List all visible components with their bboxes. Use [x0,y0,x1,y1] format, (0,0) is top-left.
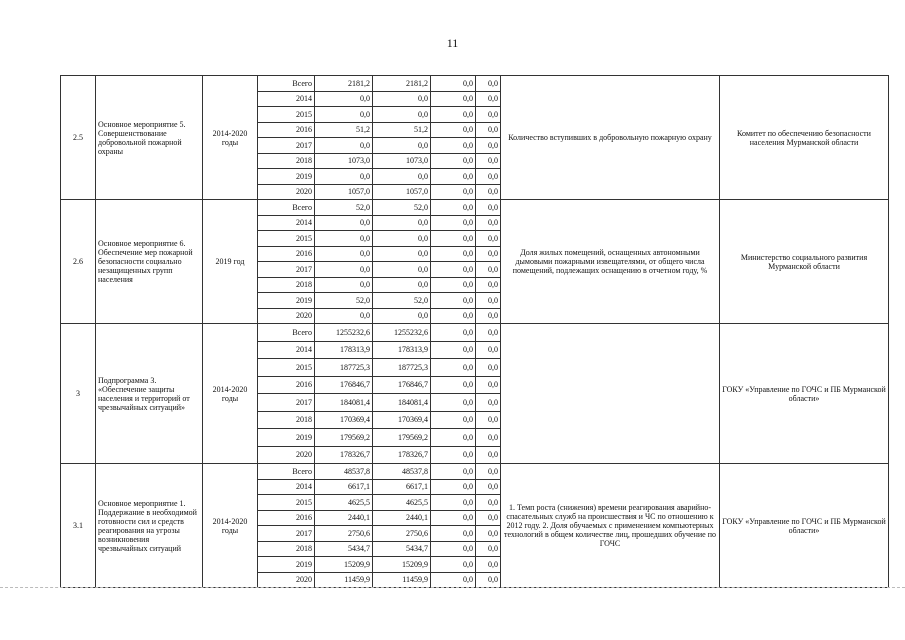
value-cell: 0,0 [431,572,476,588]
value-cell: 0,0 [476,215,501,231]
value-cell: 0,0 [431,231,476,247]
value-cell: 0,0 [476,376,501,394]
value-cell: 0,0 [431,76,476,92]
value-cell: 0,0 [476,557,501,573]
value-cell: 52,0 [315,200,373,216]
year-cell: 2016 [258,122,315,138]
value-cell: 0,0 [431,308,476,324]
value-cell: 0,0 [476,324,501,342]
value-cell: 0,0 [476,277,501,293]
value-cell: 0,0 [476,495,501,511]
item-period: 2014-2020 годы [203,324,258,464]
value-cell: 0,0 [476,246,501,262]
item-name: Подпрограмма 3. «Обеспечение защиты населения и территорий от чрезвычайных ситуаций» [96,324,203,464]
value-cell: 178326,7 [373,446,431,464]
value-cell: 2181,2 [373,76,431,92]
year-cell: 2018 [258,411,315,429]
year-cell: 2020 [258,308,315,324]
item-number: 2.5 [61,76,96,200]
year-cell: 2020 [258,446,315,464]
value-cell: 0,0 [373,308,431,324]
year-cell: 2019 [258,429,315,447]
value-cell: 1073,0 [315,153,373,169]
year-cell: 2017 [258,262,315,278]
value-cell: 0,0 [476,107,501,123]
value-cell: 0,0 [431,411,476,429]
year-cell: 2017 [258,394,315,412]
value-cell: 4625,5 [315,495,373,511]
value-cell: 0,0 [431,526,476,542]
value-cell: 0,0 [431,200,476,216]
item-name: Основное мероприятие 1. Поддержание в необходимой готовности сил и средств реагирования на угрозы возникновения чрезвычайных ситуаций [96,464,203,588]
value-cell: 0,0 [315,91,373,107]
year-cell: 2015 [258,107,315,123]
executor-cell: Комитет по обеспечению безопасности населения Мурманской области [720,76,889,200]
table-row [61,76,889,92]
value-cell: 0,0 [431,138,476,154]
value-cell: 0,0 [431,122,476,138]
year-cell: Всего [258,464,315,480]
value-cell: 0,0 [431,446,476,464]
value-cell: 0,0 [373,246,431,262]
year-cell: Всего [258,324,315,342]
page-number: 11 [446,36,459,50]
value-cell: 15209,9 [315,557,373,573]
scan-edge-line [0,587,905,588]
value-cell: 2440,1 [315,510,373,526]
year-cell: 2014 [258,91,315,107]
year-cell: 2018 [258,277,315,293]
value-cell: 0,0 [431,376,476,394]
value-cell: 0,0 [476,91,501,107]
value-cell: 52,0 [315,293,373,309]
year-cell: Всего [258,200,315,216]
table-row [61,464,889,480]
value-cell: 176846,7 [373,376,431,394]
value-cell: 0,0 [476,510,501,526]
value-cell: 1255232,6 [373,324,431,342]
value-cell: 0,0 [373,91,431,107]
value-cell: 48537,8 [373,464,431,480]
value-cell: 187725,3 [315,359,373,377]
value-cell: 6617,1 [315,479,373,495]
value-cell: 0,0 [315,231,373,247]
value-cell: 0,0 [476,293,501,309]
year-cell: 2019 [258,169,315,185]
value-cell: 0,0 [476,308,501,324]
year-cell: 2015 [258,359,315,377]
program-table-body [61,76,889,588]
value-cell: 52,0 [373,293,431,309]
table-row [61,200,889,216]
value-cell: 0,0 [315,308,373,324]
value-cell: 1255232,6 [315,324,373,342]
value-cell: 0,0 [431,557,476,573]
value-cell: 179569,2 [315,429,373,447]
value-cell: 176846,7 [315,376,373,394]
value-cell: 0,0 [431,429,476,447]
value-cell: 0,0 [431,169,476,185]
executor-cell: ГОКУ «Управление по ГОЧС и ПБ Мурманской области» [720,464,889,588]
value-cell: 0,0 [315,107,373,123]
value-cell: 0,0 [476,184,501,200]
value-cell: 0,0 [476,526,501,542]
value-cell: 178313,9 [373,341,431,359]
value-cell: 0,0 [476,541,501,557]
value-cell: 178326,7 [315,446,373,464]
year-cell: 2019 [258,293,315,309]
value-cell: 0,0 [373,231,431,247]
value-cell: 184081,4 [373,394,431,412]
value-cell: 0,0 [431,341,476,359]
year-cell: 2015 [258,231,315,247]
value-cell: 170369,4 [315,411,373,429]
value-cell: 51,2 [315,122,373,138]
value-cell: 0,0 [431,495,476,511]
value-cell: 0,0 [431,184,476,200]
value-cell: 0,0 [431,107,476,123]
indicator-cell: 1. Темп роста (снижения) времени реагирования аварийно-спасательных служб на происшествия и ЧС по отношению к 2012 году. 2. Доля обучаемых с применением компьютерных технологий в общем количестве лиц, прошедших обучение по ГОЧС [501,464,720,588]
item-number: 3.1 [61,464,96,588]
value-cell: 0,0 [431,277,476,293]
value-cell: 0,0 [373,169,431,185]
item-name: Основное мероприятие 6. Обеспечение мер пожарной безопасности социально незащищенных групп населения [96,200,203,324]
value-cell: 0,0 [315,215,373,231]
value-cell: 2181,2 [315,76,373,92]
year-cell: 2020 [258,572,315,588]
value-cell: 0,0 [431,153,476,169]
value-cell: 1057,0 [315,184,373,200]
year-cell: 2016 [258,246,315,262]
year-cell: 2018 [258,153,315,169]
item-number: 2.6 [61,200,96,324]
value-cell: 0,0 [476,138,501,154]
item-number: 3 [61,324,96,464]
item-period: 2014-2020 годы [203,464,258,588]
value-cell: 0,0 [373,138,431,154]
value-cell: 4625,5 [373,495,431,511]
value-cell: 2750,6 [373,526,431,542]
year-cell: 2017 [258,138,315,154]
value-cell: 170369,4 [373,411,431,429]
value-cell: 0,0 [431,246,476,262]
value-cell: 0,0 [373,277,431,293]
value-cell: 48537,8 [315,464,373,480]
value-cell: 0,0 [373,215,431,231]
value-cell: 52,0 [373,200,431,216]
item-period: 2019 год [203,200,258,324]
value-cell: 0,0 [476,169,501,185]
value-cell: 0,0 [431,464,476,480]
value-cell: 0,0 [315,138,373,154]
value-cell: 0,0 [315,246,373,262]
value-cell: 5434,7 [315,541,373,557]
year-cell: 2020 [258,184,315,200]
year-cell: 2019 [258,557,315,573]
year-cell: 2014 [258,479,315,495]
value-cell: 0,0 [476,262,501,278]
value-cell: 0,0 [431,479,476,495]
value-cell: 0,0 [315,277,373,293]
value-cell: 0,0 [476,76,501,92]
value-cell: 0,0 [476,446,501,464]
indicator-cell: Доля жилых помещений, оснащенных автономными дымовыми пожарными извещателями, от общего числа помещений, подлежащих оснащению в отчетном году, % [501,200,720,324]
year-cell: 2014 [258,341,315,359]
indicator-cell: Количество вступивших в добровольную пожарную охрану [501,76,720,200]
value-cell: 11459,9 [315,572,373,588]
value-cell: 6617,1 [373,479,431,495]
table-row [61,324,889,342]
value-cell: 0,0 [431,324,476,342]
value-cell: 0,0 [476,572,501,588]
value-cell: 0,0 [373,262,431,278]
value-cell: 0,0 [476,479,501,495]
executor-cell: Министерство социального развития Мурманской области [720,200,889,324]
value-cell: 2750,6 [315,526,373,542]
year-cell: 2017 [258,526,315,542]
value-cell: 2440,1 [373,510,431,526]
value-cell: 0,0 [476,429,501,447]
value-cell: 0,0 [476,122,501,138]
value-cell: 0,0 [431,541,476,557]
value-cell: 0,0 [476,411,501,429]
value-cell: 0,0 [476,394,501,412]
value-cell: 178313,9 [315,341,373,359]
value-cell: 1073,0 [373,153,431,169]
value-cell: 0,0 [431,215,476,231]
value-cell: 184081,4 [315,394,373,412]
value-cell: 0,0 [476,153,501,169]
value-cell: 0,0 [431,359,476,377]
value-cell: 0,0 [431,91,476,107]
value-cell: 0,0 [476,464,501,480]
item-period: 2014-2020 годы [203,76,258,200]
year-cell: Всего [258,76,315,92]
value-cell: 15209,9 [373,557,431,573]
year-cell: 2014 [258,215,315,231]
year-cell: 2016 [258,376,315,394]
year-cell: 2018 [258,541,315,557]
value-cell: 179569,2 [373,429,431,447]
value-cell: 51,2 [373,122,431,138]
value-cell: 187725,3 [373,359,431,377]
value-cell: 0,0 [476,341,501,359]
value-cell: 0,0 [431,293,476,309]
value-cell: 0,0 [431,510,476,526]
year-cell: 2016 [258,510,315,526]
value-cell: 0,0 [476,200,501,216]
value-cell: 0,0 [431,394,476,412]
value-cell: 1057,0 [373,184,431,200]
value-cell: 0,0 [373,107,431,123]
value-cell: 0,0 [431,262,476,278]
value-cell: 0,0 [476,359,501,377]
value-cell: 0,0 [476,231,501,247]
program-table [60,75,889,588]
year-cell: 2015 [258,495,315,511]
indicator-cell [501,324,720,464]
value-cell: 5434,7 [373,541,431,557]
value-cell: 0,0 [315,169,373,185]
item-name: Основное мероприятие 5. Совершенствование добровольной пожарной охраны [96,76,203,200]
value-cell: 11459,9 [373,572,431,588]
executor-cell: ГОКУ «Управление по ГОЧС и ПБ Мурманской области» [720,324,889,464]
value-cell: 0,0 [315,262,373,278]
